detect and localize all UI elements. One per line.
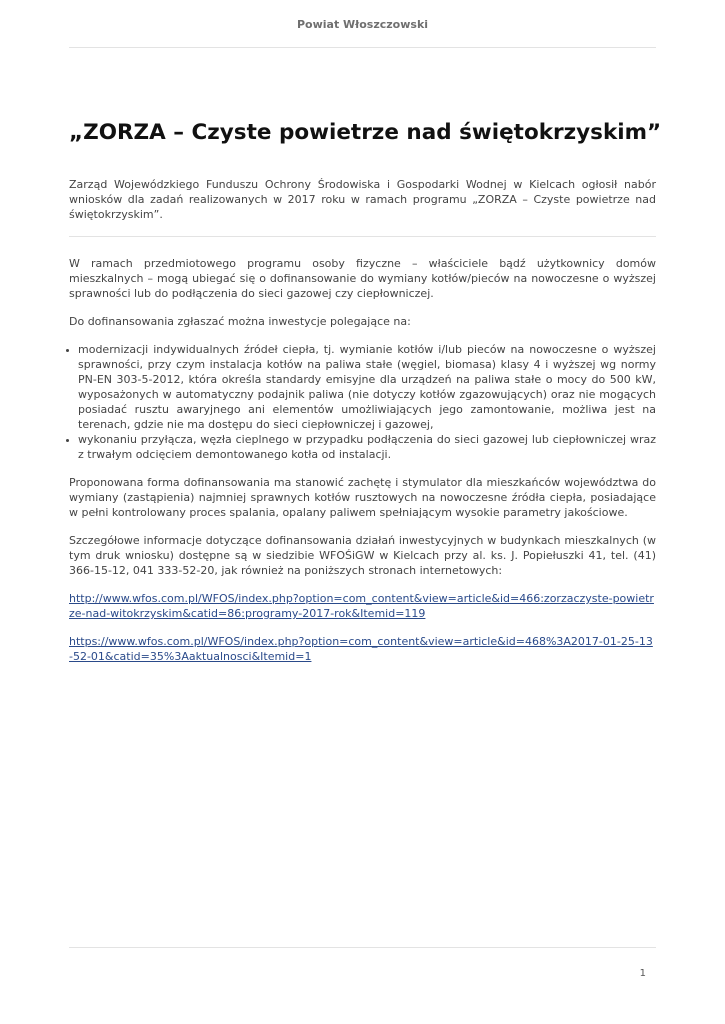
body-paragraph-4: Szczegółowe informacje dotyczące dofinansowania działań inwestycyjnych w budynkach mieszkalnych (w tym druk wniosku) dostępne są w siedzibie WFOŚiGW w Kielcach przy al. ks. J. Popiełuszki 41, tel. (41) 366-15-12, 041 333-52-20, jak również na poniższych stronach internetowych: <box>69 534 656 577</box>
body-paragraph-1: W ramach przedmiotowego programu osoby fizyczne – właściciele bądź użytkownicy domów mieszkalnych – mogą ubiegać się o dofinansowanie do wymiany kotłów/pieców na nowoczesne o wyższej sprawności lub do podłączenia do sieci gazowej czy ciepłowniczej. <box>69 257 656 300</box>
body-paragraph-2: Do dofinansowania zgłaszać można inwestycje polegające na: <box>69 315 411 328</box>
footer-divider <box>69 947 656 948</box>
article-body <box>69 256 656 677</box>
wfos-program-link[interactable]: http://www.wfos.com.pl/WFOS/index.php?option=com_content&view=article&id=466:zorzaczyste-powietrze-nad-witokrzyskim&catid=86:programy-2017-rok&Itemid=119 <box>69 592 654 620</box>
header-divider <box>69 47 656 48</box>
investment-list <box>69 342 656 462</box>
intro-paragraph: Zarząd Wojewódzkiego Funduszu Ochrony Środowiska i Gospodarki Wodnej w Kielcach ogłosił nabór wniosków dla zadań realizowanych w 2017 roku w ramach programu „ZORZA – Czyste powietrze nad świętokrzyskim”. <box>69 178 656 221</box>
body-paragraph-3: Proponowana forma dofinansowania ma stanowić zachętę i stymulator dla mieszkańców województwa do wymiany (zastąpienia) najmniej sprawnych kotłów rusztowych na nowoczesne źródła ciepła, posiadające w pełni kontrolowany proces spalania, opalany paliwem spełniającym wysokie parametry jakościowe. <box>69 476 656 519</box>
site-name: Powiat Włoszczowski <box>296 18 429 31</box>
intro-divider <box>69 236 656 237</box>
article-title: „ZORZA – Czyste powietrze nad świętokrzyskim” <box>69 120 662 145</box>
list-item: • modernizacji indywidualnych źródeł ciepła, tj. wymianie kotłów i/lub pieców na nowoczesne o wyższej sprawności, przy czym instalacja kotłów na paliwa stałe (węgiel, biomasa) klasy 4 i wyższej wg normy PN-EN 303-5-2012, która określa standardy emisyjne dla urządzeń na paliwa stałe o mocy do 500 kW, wyposażonych w automatyczny podajnik paliwa (nie dotyczy kotłów zgazowujących) oraz nie mogących posiadać rusztu awaryjnego ani elementów umożliwiających jego zamontowanie, możliwa jest na terenach, gdzie nie ma dostępu do sieci ciepłowniczej i gazowej, <box>78 342 656 432</box>
wfos-news-link[interactable]: https://www.wfos.com.pl/WFOS/index.php?option=com_content&view=article&id=468%3A2017-01-25-13-52-01&catid=35%3Aaktualnosci&Itemid=1 <box>69 635 653 663</box>
link-paragraph-2 <box>69 634 656 664</box>
article-intro <box>69 177 656 222</box>
link-paragraph-1 <box>69 591 656 621</box>
list-item: • wykonaniu przyłącza, węzła cieplnego w przypadku podłączenia do sieci gazowej lub ciepłowniczej wraz z trwałym odcięciem demontowanego kotła od instalacji. <box>78 432 656 462</box>
page-number: 1 <box>639 968 646 979</box>
